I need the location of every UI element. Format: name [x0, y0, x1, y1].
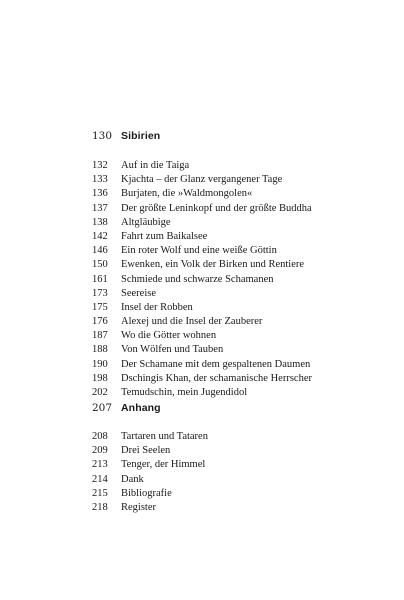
- entry-page-number: 173: [92, 287, 108, 299]
- toc-entry: [0, 244, 404, 258]
- entry-title: Ein roter Wolf und eine weiße Göttin: [121, 245, 277, 257]
- entry-page-number: 187: [92, 330, 108, 342]
- entry-page-number: 175: [92, 301, 108, 313]
- toc-section-sibirien: [0, 128, 404, 400]
- entry-page-number: 161: [92, 273, 108, 285]
- section-header: [0, 128, 404, 144]
- toc-entry: [0, 258, 404, 272]
- entry-title: Register: [121, 501, 156, 513]
- entry-page-number: 209: [92, 445, 108, 457]
- toc-entry-list: [0, 430, 404, 515]
- toc-entry-list: [0, 159, 404, 400]
- toc-entry: [0, 444, 404, 458]
- entry-title: Temudschin, mein Jugendidol: [121, 387, 248, 398]
- section-title: Anhang: [121, 402, 161, 414]
- entry-title: Auf in die Taiga: [121, 160, 190, 171]
- entry-page-number: 208: [92, 431, 108, 442]
- entry-page-number: 176: [92, 316, 108, 328]
- entry-page-number: 202: [92, 387, 108, 398]
- entry-title: Der Schamane mit dem gespaltenen Daumen: [121, 358, 311, 370]
- toc-entry: [0, 315, 404, 329]
- entry-page-number: 214: [92, 473, 108, 485]
- toc-entry: [0, 301, 404, 315]
- entry-page-number: 213: [92, 459, 108, 471]
- entry-page-number: 190: [92, 358, 108, 370]
- entry-page-number: 218: [92, 501, 108, 513]
- entry-page-number: 137: [92, 202, 108, 214]
- entry-title: Dank: [121, 473, 144, 485]
- toc-entry: [0, 358, 404, 372]
- entry-title: Drei Seelen: [121, 445, 171, 457]
- toc-entry: [0, 273, 404, 287]
- entry-title: Dschingis Khan, der schamanische Herrscher: [121, 372, 312, 384]
- toc-entry: [0, 473, 404, 487]
- entry-title: Tenger, der Himmel: [121, 459, 206, 471]
- entry-title: Insel der Robben: [121, 301, 193, 313]
- entry-title: Wo die Götter wohnen: [121, 330, 217, 342]
- toc-entry: [0, 216, 404, 230]
- toc-entry: [0, 187, 404, 201]
- entry-page-number: 136: [92, 188, 108, 200]
- toc-entry: [0, 173, 404, 187]
- toc-entry: [0, 487, 404, 501]
- entry-title: Alexej und die Insel der Zauberer: [121, 316, 263, 328]
- entry-page-number: 215: [92, 487, 108, 499]
- entry-title: Schmiede und schwarze Schamanen: [121, 273, 274, 285]
- section-page-number: 207: [92, 402, 113, 414]
- entry-page-number: 138: [92, 216, 108, 228]
- entry-page-number: 132: [92, 160, 108, 171]
- entry-page-number: 146: [92, 245, 108, 257]
- entry-page-number: 198: [92, 372, 108, 384]
- toc-entry: [0, 458, 404, 472]
- toc-entry: [0, 230, 404, 244]
- entry-title: Tartaren und Tataren: [121, 431, 208, 442]
- entry-title: Von Wölfen und Tauben: [121, 344, 224, 356]
- toc-entry: [0, 372, 404, 386]
- entry-title: Fahrt zum Baikalsee: [121, 230, 208, 242]
- toc-entry: [0, 430, 404, 444]
- entry-title: Kjachta – der Glanz vergangener Tage: [121, 174, 283, 186]
- entry-title: Seereise: [121, 287, 156, 299]
- toc-entry: [0, 159, 404, 173]
- toc-entry: [0, 501, 404, 515]
- entry-page-number: 188: [92, 344, 108, 356]
- toc-section-anhang: [0, 400, 404, 515]
- section-header: [0, 400, 404, 416]
- toc-entry: [0, 329, 404, 343]
- entry-page-number: 142: [92, 230, 108, 242]
- entry-page-number: 150: [92, 259, 108, 271]
- entry-title: Bibliografie: [121, 487, 172, 499]
- toc-entry: [0, 287, 404, 301]
- entry-title: Der größte Leninkopf und der größte Buddha: [121, 202, 312, 214]
- entry-title: Ewenken, ein Volk der Birken und Rentiere: [121, 259, 305, 271]
- toc-entry: [0, 343, 404, 357]
- toc-entry: [0, 386, 404, 400]
- entry-page-number: 133: [92, 174, 108, 186]
- entry-title: Altgläubige: [121, 216, 171, 228]
- section-page-number: 130: [92, 130, 113, 142]
- entry-title: Burjaten, die »Waldmongolen«: [121, 188, 253, 200]
- toc-entry: [0, 202, 404, 216]
- section-title: Sibirien: [121, 130, 161, 142]
